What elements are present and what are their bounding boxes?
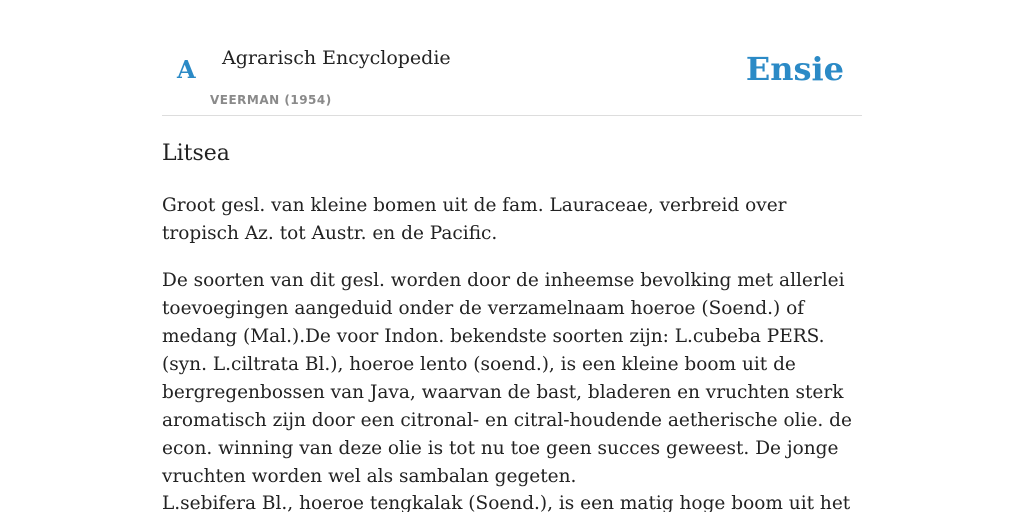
encyclopedia-edition: VEERMAN (1954)	[210, 93, 332, 107]
article-paragraph: L.sebifera Bl., hoeroe tengkalak (Soend.), is een matig hoge boom uit het	[162, 493, 851, 512]
article-title: Litsea	[162, 141, 230, 166]
article-paragraph: De soorten van dit gesl. worden door de inheemse bevolking met allerlei toevoegingen aangeduid onder de verzamelnaam hoeroe (Soend.) of medang (Mal.).De voor Indon. bekendste soorten zijn: L.cubeba PERS. (syn. L.ciltrata Bl.), hoeroe lento (soend.), is een kleine boom uit de bergregenbossen van Java, waarvan de bast, bladeren en vruchten sterk aromatisch zijn door een citronal- en citral-houdende aetherische olie. de econ. winning van deze olie is tot nu toe geen succes geweest. De jonge vruchten worden wel als sambalan gegeten.	[162, 270, 852, 487]
page	[162, 0, 862, 512]
encyclopedia-title[interactable]: Agrarisch Encyclopedie	[222, 47, 451, 69]
brand-logo[interactable]: Ensie	[745, 50, 844, 88]
article-paragraph: Groot gesl. van kleine bomen uit de fam. Lauraceae, verbreid over tropisch Az. tot Austr. en de Pacific.	[162, 195, 787, 244]
encyclopedia-logo[interactable]: A	[177, 55, 196, 84]
header	[162, 0, 862, 116]
